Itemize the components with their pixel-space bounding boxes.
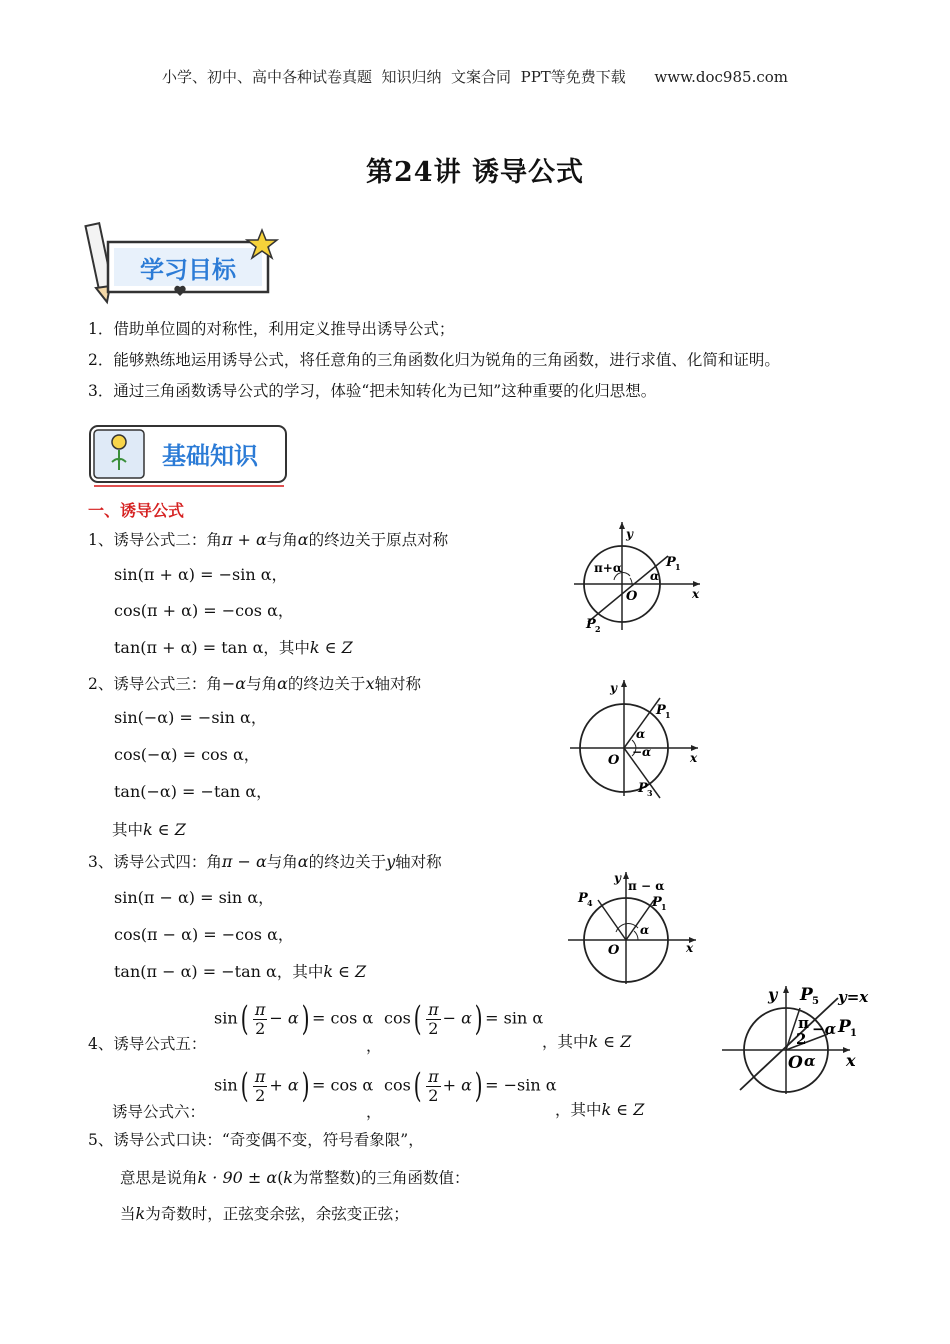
formula-line: sin(π + α) = −sin α， <box>114 565 288 584</box>
svg-text:5: 5 <box>812 996 819 1007</box>
svg-text:π − α: π − α <box>628 879 665 893</box>
goal-item: 2．能够熟练地运用诱导公式，将任意角的三角函数化归为锐角的三角函数，进行求值、化简和证明。 <box>88 351 780 369</box>
svg-text:1: 1 <box>661 902 667 912</box>
goal-item: 3．通过三角函数诱导公式的学习，体验“把未知转化为已知”这种重要的化归思想。 <box>88 382 657 400</box>
formula-line: cos(π + α) = −cos α， <box>114 601 294 620</box>
svg-text:y: y <box>614 871 621 885</box>
formula-line: cos(π − α) = −cos α， <box>114 925 294 944</box>
basics-badge <box>88 422 288 488</box>
formula-three-intro: 2、诱导公式三：角−α与角α的终边关于x轴对称 <box>88 674 421 693</box>
svg-text:P: P <box>838 1017 851 1037</box>
svg-text:学习目标: 学习目标 <box>140 256 236 284</box>
formula-line: tan(−α) = −tan α， <box>114 782 273 801</box>
svg-text:P: P <box>666 555 676 570</box>
mnemonic-line: 意思是说角k · 90 ± α(k为常整数)的三角函数值： <box>120 1168 470 1187</box>
svg-text:1: 1 <box>675 562 681 572</box>
svg-text:−α: −α <box>632 745 652 759</box>
svg-text:π+α: π+α <box>594 561 623 575</box>
svg-text:P: P <box>656 703 666 718</box>
svg-text:x: x <box>692 587 700 601</box>
svg-text:O: O <box>608 943 620 958</box>
svg-text:2: 2 <box>796 1030 807 1048</box>
svg-text:2: 2 <box>595 624 601 634</box>
svg-text:x: x <box>690 751 698 765</box>
svg-text:y=x: y=x <box>838 988 869 1006</box>
formula-four-intro: 3、诱导公式四：角π − α与角α的终边关于y轴对称 <box>88 852 442 871</box>
svg-text:4: 4 <box>587 898 593 908</box>
figure-pi-minus-alpha <box>566 868 706 988</box>
svg-text:α: α <box>640 923 650 937</box>
svg-text:1: 1 <box>850 1028 857 1039</box>
page-header: 小学、初中、高中各种试卷真题 知识归纳 文案合同 PPT等免费下载 www.doc985.com <box>161 68 788 86</box>
svg-text:1: 1 <box>665 710 671 720</box>
heart-icon <box>174 286 185 296</box>
figure-pi-plus-alpha <box>570 518 710 638</box>
svg-text:y: y <box>610 681 617 695</box>
svg-text:O: O <box>608 753 620 768</box>
svg-text:x: x <box>846 1051 856 1070</box>
formula-six-expr: cos( $\frac{\pi}{2}$ + α) = −sin α <box>384 1066 557 1106</box>
svg-text:P: P <box>652 895 662 910</box>
comma: ， <box>366 1037 382 1055</box>
svg-text:P: P <box>800 985 813 1005</box>
formula-six-expr: sin( $\frac{\pi}{2}$ + α) = cos α <box>214 1066 374 1106</box>
svg-text:P: P <box>638 781 648 796</box>
formula-five-expr: cos( $\frac{\pi}{2}$ − α) = sin α <box>384 999 544 1039</box>
formula-three-where: 其中k ∈ Z <box>112 820 186 839</box>
svg-text:P: P <box>586 617 596 632</box>
svg-text:π: π <box>798 1014 809 1032</box>
mnemonic-line: 当k为奇数时，正弦变余弦，余弦变正弦； <box>120 1204 409 1223</box>
figure-half-pi-minus-alpha <box>720 978 880 1096</box>
svg-text:3: 3 <box>647 788 653 798</box>
svg-text:基础知识: 基础知识 <box>162 442 258 470</box>
svg-text:O: O <box>626 589 638 604</box>
svg-text:α: α <box>650 569 660 583</box>
page-title: 第24讲 诱导公式 <box>366 157 584 188</box>
goals-badge <box>84 216 284 306</box>
formula-five-label: 4、诱导公式五： <box>88 1035 207 1053</box>
svg-text:y: y <box>768 985 778 1004</box>
svg-text:y: y <box>626 527 633 541</box>
svg-text:O: O <box>788 1053 803 1073</box>
svg-text:α: α <box>636 727 646 741</box>
formula-line: cos(−α) = cos α， <box>114 745 260 764</box>
svg-text:P: P <box>578 891 588 906</box>
formula-six-label: 诱导公式六： <box>112 1103 206 1121</box>
svg-text:x: x <box>686 941 694 955</box>
formula-line: tan(π + α) = tan α，其中k ∈ Z <box>114 638 353 657</box>
formula-line: sin(−α) = −sin α， <box>114 708 267 727</box>
formula-two-intro: 1、诱导公式二：角π + α与角α的终边关于原点对称 <box>88 530 449 549</box>
goal-item: 1．借助单位圆的对称性，利用定义推导出诱导公式； <box>88 320 455 338</box>
svg-text:α: α <box>804 1052 816 1070</box>
figure-negative-alpha <box>568 676 708 800</box>
section-heading: 一、诱导公式 <box>88 501 185 520</box>
comma: ， <box>366 1103 382 1121</box>
formula-line: tan(π − α) = −tan α，其中k ∈ Z <box>114 962 367 981</box>
formula-line: sin(π − α) = sin α， <box>114 888 275 907</box>
formula-five-expr: sin( $\frac{\pi}{2}$ − α) = cos α <box>214 999 374 1039</box>
mnemonic-title: 5、诱导公式口诀：“奇变偶不变，符号看象限”， <box>88 1131 424 1149</box>
formula-five-where: ，其中k ∈ Z <box>542 1032 632 1051</box>
svg-text:−α: −α <box>812 1020 837 1038</box>
formula-six-where: ，其中k ∈ Z <box>555 1100 645 1119</box>
bulb-icon <box>112 435 126 449</box>
